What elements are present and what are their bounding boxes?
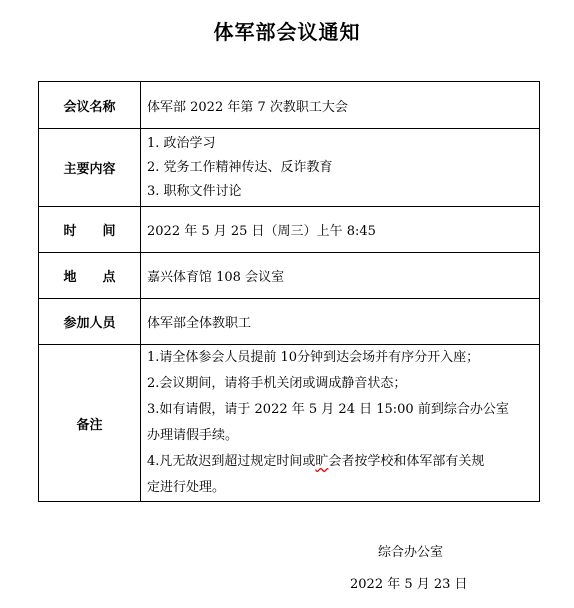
row-notes (39, 345, 540, 502)
note-item (147, 449, 539, 475)
spellcheck-underlined-word: 旷 (315, 454, 329, 469)
value-meeting-name: 体军部 2022 年第 7 次教职工大会 (141, 82, 540, 129)
issue-date: 2022 年 5 月 23 日 (350, 577, 468, 592)
label-notes: 备注 (39, 345, 141, 502)
value-time: 2022 年 5 月 25 日（周三）上午 8:45 (141, 207, 540, 253)
label-time: 时 间 (39, 207, 141, 253)
label-meeting-name: 会议名称 (39, 82, 141, 129)
row-main-content (39, 129, 540, 207)
content-item: 1. 政治学习 (147, 135, 216, 151)
label-main-content: 主要内容 (39, 129, 141, 207)
value-main-content (141, 129, 540, 207)
note-item: 办理请假手续。 (147, 428, 239, 443)
row-attendees (39, 299, 540, 345)
content-item: 3. 职称文件讨论 (147, 183, 242, 199)
label-attendees: 参加人员 (39, 299, 141, 345)
notice-title: 体军部会议通知 (213, 20, 361, 44)
row-place (39, 253, 540, 299)
note-text: 4.凡无故迟到超过规定时间或 (147, 454, 316, 469)
value-place: 嘉兴体育馆 108 会议室 (141, 253, 540, 299)
meeting-info-table (38, 81, 540, 502)
row-meeting-name (39, 82, 540, 129)
note-item: 1.请全体参会人员提前 10分钟到达会场并有序分开入座； (147, 350, 480, 365)
label-place: 地 点 (39, 253, 141, 299)
content-item: 2. 党务工作精神传达、反诈教育 (147, 159, 333, 175)
note-item: 2.会议期间，请将手机关闭或调成静音状态； (147, 376, 407, 391)
note-item: 3.如有请假，请于 2022 年 5 月 24 日 15:00 前到综合办公室 (147, 402, 509, 417)
value-attendees: 体军部全体教职工 (141, 299, 540, 345)
issuer-name: 综合办公室 (378, 545, 444, 560)
note-text: 会者按学校和体军部有关规 (328, 454, 485, 469)
row-time (39, 207, 540, 253)
note-item: 定进行处理。 (147, 480, 226, 495)
value-notes (141, 345, 540, 502)
